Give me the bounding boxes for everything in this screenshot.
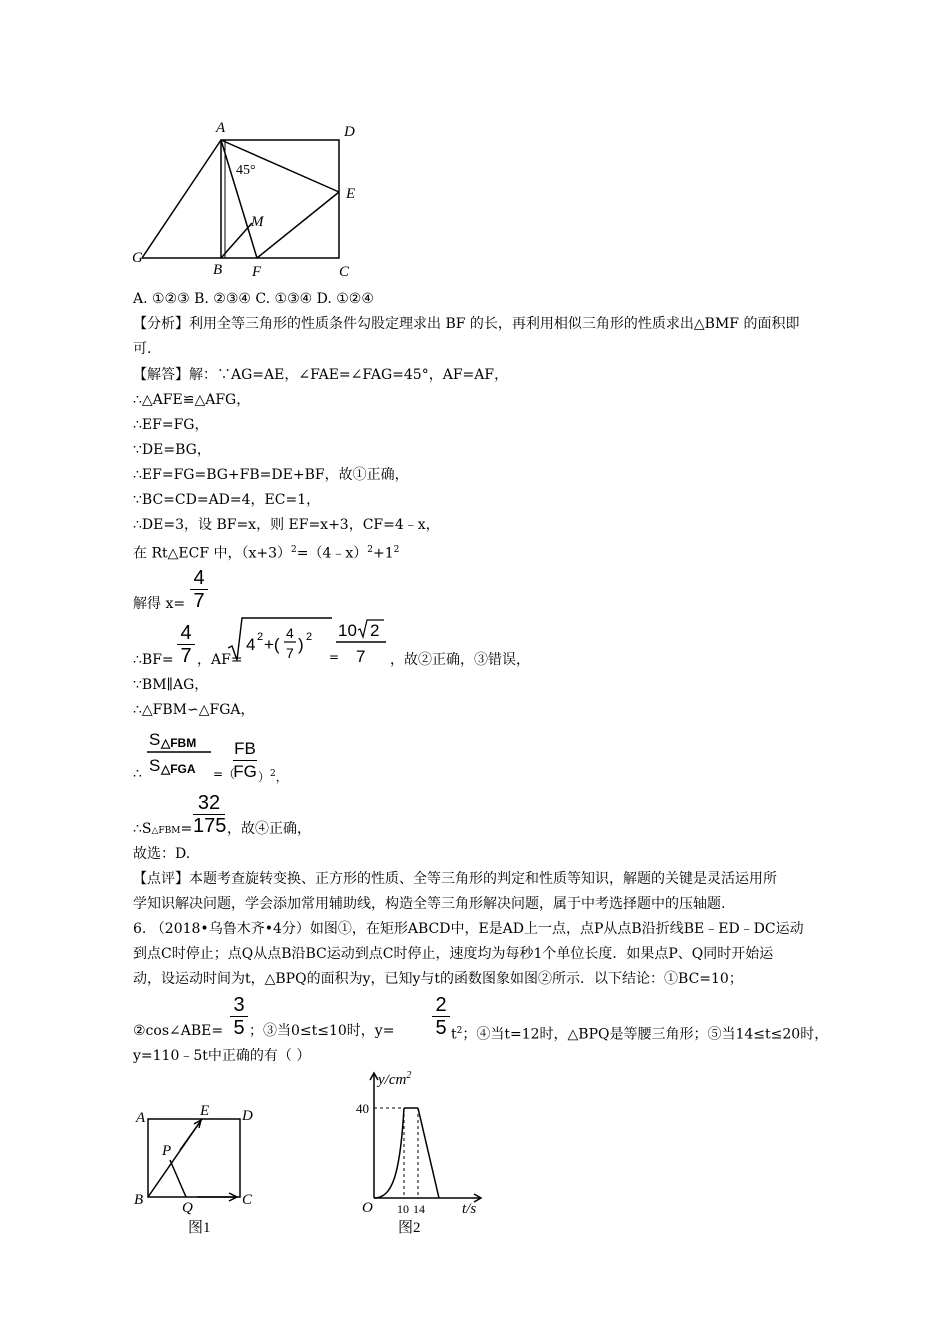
solution-line-12: ∴△FBM∽△FGA，: [133, 702, 255, 718]
svg-text:7: 7: [356, 647, 366, 666]
problem6-line-4-a: ②cos∠ABE=: [133, 1023, 224, 1039]
result-fraction-10root2-7: [336, 618, 390, 666]
svg-text:4: 4: [286, 625, 294, 641]
y-axis-label: $y/cm^2$: [378, 1070, 412, 1088]
problem6-line-4-b: ；③当0≤t≤10时，y=: [249, 1023, 395, 1039]
fraction-3-5: 3 5: [230, 994, 248, 1039]
therefore-symbol: ∴: [133, 766, 142, 782]
sqrt-expression: [228, 614, 332, 664]
analysis-line-1: 【分析】利用全等三角形的性质条件勾股定理求出 BF 的长，再利用相似三角形的性质求出△BMF 的面积即: [133, 316, 800, 332]
svg-text:△FBM: △FBM: [161, 736, 197, 750]
solution-final-answer: 故选：D.: [133, 846, 191, 862]
area-result-conclusion: ，故④正确，: [227, 821, 311, 837]
angle-45-label: 45°: [236, 163, 256, 178]
area-ratio-fraction: [145, 727, 213, 779]
fraction-4-7: 4 7: [190, 567, 208, 612]
fraction-2-5: 2 5: [432, 994, 450, 1039]
x-axis-label: t/s: [462, 1201, 477, 1217]
solution-line-6: ∵BC=CD=AD=4，EC=1，: [133, 492, 321, 508]
y-tick-40: 40: [356, 1101, 369, 1116]
label-B: B: [213, 262, 223, 278]
svg-text:2: 2: [370, 621, 380, 640]
ratio-equals: =（: [213, 767, 236, 781]
svg-text:7: 7: [286, 645, 294, 661]
af-label: ，AF=: [197, 652, 243, 668]
label-G: G: [132, 250, 143, 266]
figure-2-graph: [354, 1066, 490, 1238]
fig1-label-D: D: [242, 1108, 253, 1124]
problem6-line-3: 动，设运动时间为t，△BPQ的面积为y，已知y与t的函数图象如图②所示．以下结论：①BC=10；: [133, 971, 743, 987]
svg-text:S: S: [149, 730, 161, 749]
solution-line-8: 在 Rt△ECF 中，$(x+3)^2=(4﹣x)^2+1^2$: [133, 545, 400, 562]
analysis-line-2: 可.: [133, 341, 152, 357]
label-E: E: [346, 186, 356, 202]
x-tick-14: 14: [413, 1202, 425, 1216]
fraction-32-175: 32 175: [193, 792, 227, 837]
solution-line-4: ∵DE=BG，: [133, 442, 211, 458]
svg-text:S: S: [149, 756, 161, 775]
solution-line-9: 解得 x=: [133, 596, 186, 612]
comment-line-2: 学知识解决问题，学会添加常用辅助线，构造全等三角形解决问题，属于中考选择题中的压轴题.: [133, 896, 726, 912]
solution-line-11: ∵BM∥AG，: [133, 677, 209, 693]
problem6-line-4-c: $t^2$；④当t=12时，△BPQ是等腰三角形；⑤当14≤t≤20时，: [451, 1026, 829, 1043]
problem6-line-2: 到点C时停止；点Q从点B沿BC运动到点C时停止，速度均为每秒1个单位长度．如果点P、Q同时开始运: [133, 946, 774, 962]
fig1-label-E: E: [200, 1103, 210, 1119]
fig1-label-P: P: [162, 1143, 172, 1159]
ratio-close: ）$^2$，: [258, 769, 288, 784]
af-conclusion: ，故②正确，③错误，: [390, 652, 530, 668]
fraction-bf: 4 7: [177, 622, 195, 667]
equals-sign: =: [329, 650, 340, 664]
x-tick-10: 10: [397, 1202, 409, 1216]
square-geometry-figure: [130, 118, 370, 283]
problem6-line-1: 6. （2018•乌鲁木齐•4分）如图①，在矩形ABCD中，E是AD上一点，点P从点B沿折线BE﹣ED﹣DC运动: [133, 921, 804, 937]
solution-line-7: ∴DE=3，设 BF=x，则 EF=x+3，CF=4﹣x，: [133, 517, 440, 533]
solution-line-5: ∴EF=FG=BG+FB=DE+BF，故①正确，: [133, 467, 409, 483]
fig2-caption: 图2: [398, 1220, 421, 1236]
svg-text:2: 2: [257, 631, 264, 643]
svg-text:4: 4: [246, 635, 256, 654]
figure-1-rectangle: [130, 1100, 270, 1238]
solution-line-3: ∴EF=FG，: [133, 417, 209, 433]
problem6-line-5: y=110﹣5t中正确的有（ ）: [133, 1048, 311, 1064]
bf-label: ∴BF=: [133, 652, 174, 668]
solution-line-1: 【解答】解：∵AG=AE，∠FAE=∠FAG=45°，AF=AF，: [133, 367, 509, 383]
solution-line-2: ∴△AFE≌△AFG，: [133, 392, 251, 408]
svg-text:10: 10: [338, 621, 357, 640]
fig1-label-Q: Q: [182, 1200, 193, 1216]
fig1-label-A: A: [136, 1110, 146, 1126]
label-D: D: [344, 124, 355, 140]
origin-label: O: [362, 1200, 373, 1216]
svg-text:+(: +(: [264, 635, 280, 654]
label-M: M: [251, 214, 264, 230]
comment-line-1: 【点评】本题考查旋转变换、正方形的性质、全等三角形的判定和性质等知识，解题的关键是灵活运用所: [133, 871, 777, 887]
svg-text:): ): [298, 635, 304, 654]
fig1-label-C: C: [242, 1192, 253, 1208]
label-A: A: [216, 120, 226, 136]
svg-text:2: 2: [306, 631, 313, 643]
answer-options: A. ①②③ B. ②③④ C. ①③④ D. ①②④: [133, 291, 374, 307]
area-result-label: ∴S△FBM=: [133, 821, 193, 837]
svg-text:△FGA: △FGA: [161, 762, 196, 776]
label-C: C: [339, 264, 350, 280]
fig1-caption: 图1: [188, 1220, 211, 1236]
fig1-label-B: B: [134, 1192, 144, 1208]
label-F: F: [252, 264, 262, 280]
fraction-fb-fg: FB FG: [233, 739, 257, 781]
